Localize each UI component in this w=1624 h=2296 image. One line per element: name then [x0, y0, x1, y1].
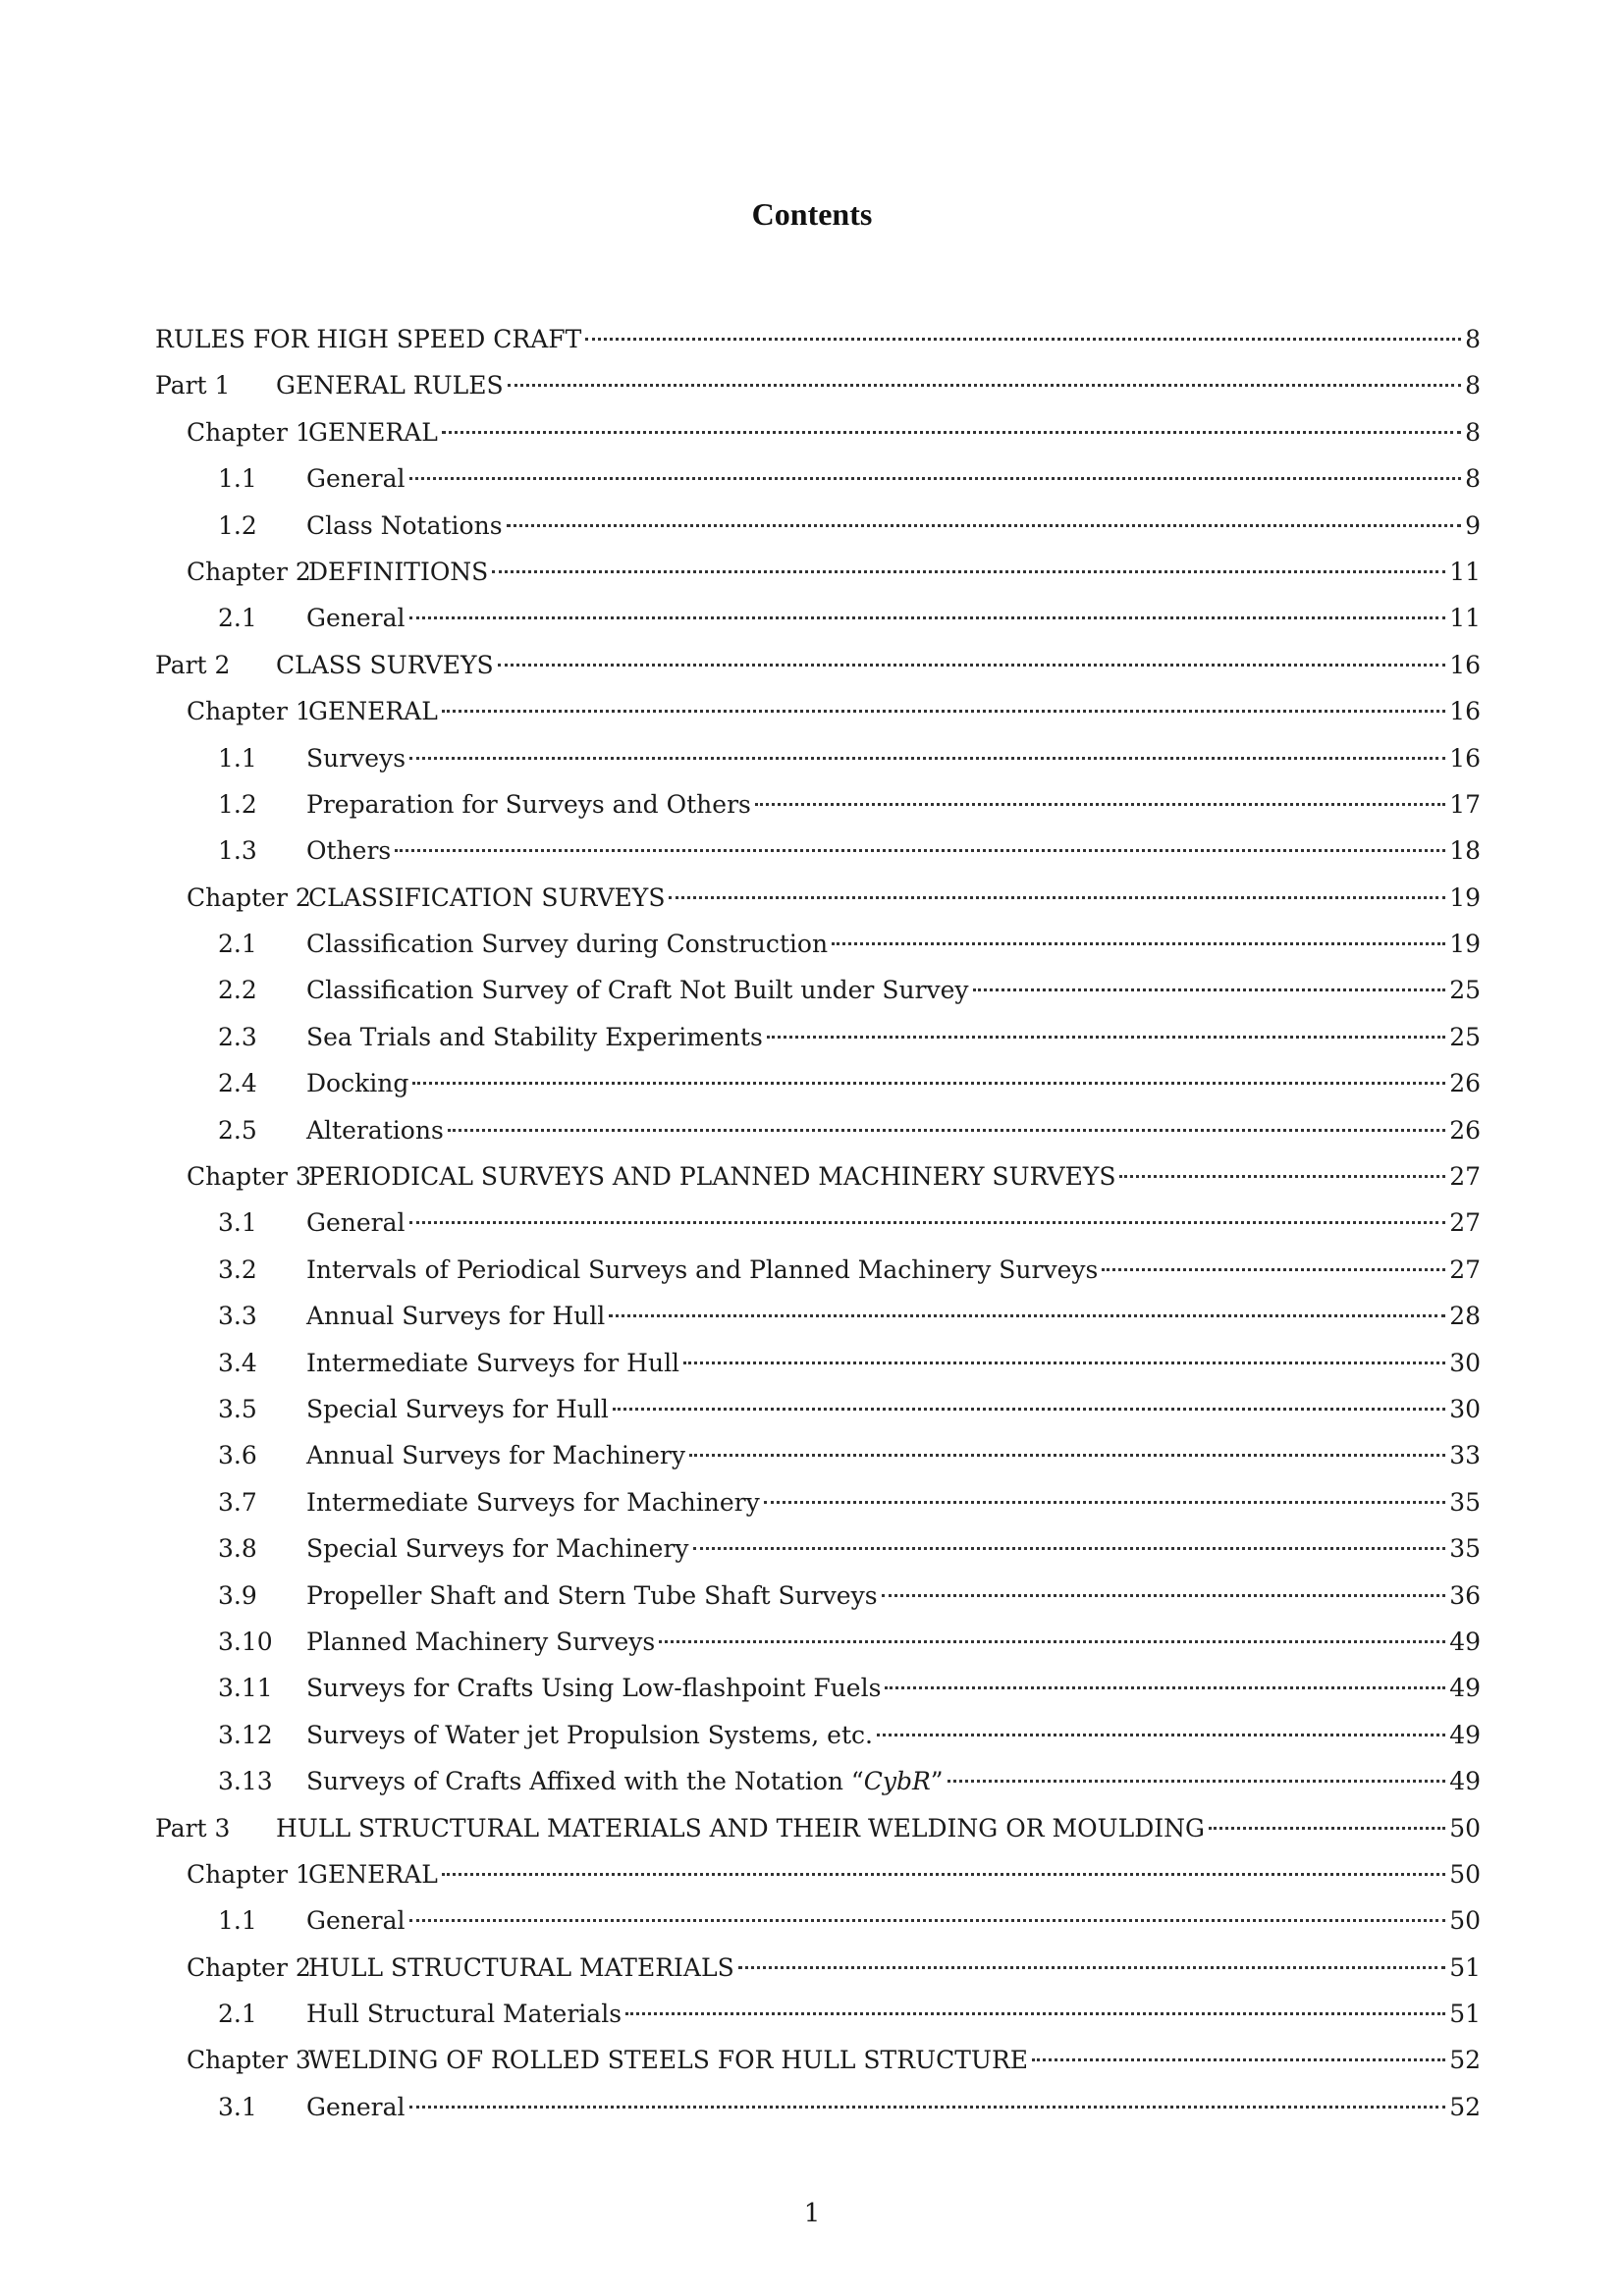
toc-entry-title — [308, 688, 438, 734]
toc-entry-page: 11 — [1449, 557, 1481, 586]
toc-entry-number: 3.1 — [218, 2092, 257, 2121]
toc-entry[interactable] — [155, 1758, 1481, 1804]
toc-entry-title-text: HULL STRUCTURAL MATERIALS AND THEIR WELDING OR MOULDING — [276, 1813, 1205, 1842]
toc-entry-title — [306, 1247, 1098, 1293]
toc-entry-number: 2.1 — [218, 604, 257, 633]
toc-entry-page: 52 — [1449, 2092, 1481, 2121]
dot-leader — [409, 1220, 1446, 1224]
toc-entry[interactable] — [155, 642, 1481, 688]
dot-leader — [492, 569, 1445, 573]
dot-leader — [409, 615, 1446, 619]
toc-entry-title — [306, 2084, 406, 2130]
toc-entry-title — [306, 921, 828, 967]
toc-entry-title-text: Preparation for Surveys and Others — [306, 789, 751, 819]
toc-entry-title — [306, 595, 406, 641]
toc-entry-title — [306, 1991, 622, 2037]
toc-entry-number: 1.2 — [218, 510, 257, 540]
toc-entry-title — [308, 549, 488, 595]
toc-entry-number: 1.1 — [218, 743, 257, 773]
dot-leader — [1119, 1174, 1445, 1178]
dot-leader — [877, 1733, 1445, 1736]
toc-entry-page: 26 — [1449, 1069, 1481, 1098]
toc-entry-title — [308, 875, 665, 921]
toc-entry-title-text: Classification Survey of Craft Not Built under Survey — [306, 976, 969, 1005]
toc-entry-number: Chapter 3 — [187, 2046, 311, 2075]
toc-entry-number: 1.3 — [218, 836, 257, 866]
toc-entry-number: 2.1 — [218, 2000, 257, 2029]
toc-entry-page: 51 — [1449, 2000, 1481, 2029]
toc-entry-page: 8 — [1465, 464, 1481, 494]
toc-entry[interactable] — [155, 1712, 1481, 1758]
toc-entry[interactable] — [155, 781, 1481, 828]
toc-entry-page: 50 — [1449, 1906, 1481, 1936]
dot-leader — [442, 430, 1461, 434]
toc-entry-title — [308, 1153, 1115, 1200]
toc-entry-title-text: PERIODICAL SURVEYS AND PLANNED MACHINERY SURVEYS — [308, 1162, 1116, 1192]
dot-leader — [442, 709, 1445, 713]
toc-entry-title-text: Special Surveys for Hull — [306, 1394, 609, 1423]
toc-entry-page: 25 — [1449, 1022, 1481, 1051]
toc-entry-title — [306, 1525, 689, 1572]
toc-entry-page: 52 — [1449, 2046, 1481, 2075]
toc-entry-number: 1.1 — [218, 1906, 257, 1936]
toc-entry-number: Chapter 1 — [187, 1859, 311, 1889]
toc-entry-title-text: Others — [306, 836, 392, 866]
dot-leader — [1032, 2057, 1445, 2061]
toc-entry-title — [306, 1619, 655, 1665]
toc-entry-number: 3.3 — [218, 1302, 257, 1331]
toc-entry-number: 3.5 — [218, 1394, 257, 1423]
dot-leader — [1209, 1826, 1445, 1830]
toc-entry-number: 2.4 — [218, 1069, 257, 1098]
toc-entry-number: Chapter 1 — [187, 417, 311, 447]
toc-entry-number: Chapter 1 — [187, 697, 311, 726]
toc-entry[interactable] — [155, 967, 1481, 1013]
dot-leader — [659, 1639, 1445, 1643]
toc-entry-page: 51 — [1449, 1952, 1481, 1982]
dot-leader — [973, 988, 1446, 991]
toc-entry[interactable] — [155, 1432, 1481, 1478]
toc-entry-number: 3.1 — [218, 1208, 257, 1238]
toc-entry-title-text: Intermediate Surveys for Hull — [306, 1348, 680, 1377]
toc-entry-page: 50 — [1449, 1813, 1481, 1842]
toc-entry-title-text: DEFINITIONS — [308, 557, 489, 586]
toc-entry[interactable] — [155, 549, 1481, 595]
toc-entry-number: 2.3 — [218, 1022, 257, 1051]
toc-entry-title — [306, 1200, 406, 1246]
toc-entry-title — [306, 1897, 406, 1944]
toc-entry-title — [306, 1293, 605, 1339]
toc-entry-number: Chapter 2 — [187, 882, 311, 912]
toc-entry-page: 16 — [1449, 650, 1481, 679]
toc-entry-title — [306, 828, 391, 874]
toc-entry-title-text: Intermediate Surveys for Machinery — [306, 1487, 760, 1517]
toc-entry-title-text: GENERAL — [308, 1859, 438, 1889]
toc-entry-page: 35 — [1449, 1487, 1481, 1517]
toc-entry-page: 17 — [1449, 789, 1481, 819]
toc-entry-number: 1.1 — [218, 464, 257, 494]
dot-leader — [498, 663, 1446, 667]
toc-entry-page: 16 — [1449, 743, 1481, 773]
toc-entry-title-text: GENERAL — [308, 697, 438, 726]
toc-entry-title — [306, 1712, 873, 1758]
toc-entry-number: 3.13 — [218, 1767, 273, 1796]
dot-leader — [507, 523, 1462, 527]
toc-entry-number: 3.10 — [218, 1627, 273, 1656]
toc-entry-number: Chapter 2 — [187, 557, 311, 586]
toc-entry-title — [306, 503, 503, 549]
toc-entry[interactable] — [155, 1107, 1481, 1153]
toc-entry-number: 3.8 — [218, 1534, 257, 1564]
dot-leader — [882, 1593, 1446, 1597]
toc-entry[interactable] — [155, 828, 1481, 874]
toc-entry-title — [306, 1573, 878, 1619]
toc-entry-title — [276, 642, 494, 688]
toc-entry-title-text: GENERAL RULES — [276, 371, 504, 400]
toc-entry-title — [306, 1014, 763, 1060]
toc-entry-page: 49 — [1449, 1767, 1481, 1796]
toc-entry-title-text: CLASSIFICATION SURVEYS — [308, 882, 666, 912]
toc-entry[interactable] — [155, 2084, 1481, 2130]
toc-entry[interactable] — [155, 688, 1481, 734]
toc-entry[interactable] — [155, 2037, 1481, 2083]
toc-entry-title-text: Planned Machinery Surveys — [306, 1627, 656, 1656]
toc-entry-title — [155, 316, 581, 362]
toc-entry-number: Chapter 2 — [187, 1952, 311, 1982]
toc-entry-number: Part 2 — [155, 650, 231, 679]
toc-entry-number: 3.11 — [218, 1674, 273, 1703]
toc-entry-title — [306, 1060, 408, 1106]
toc-entry-page: 27 — [1449, 1255, 1481, 1284]
toc-entry-title — [306, 781, 751, 828]
toc-entry[interactable] — [155, 875, 1481, 921]
table-of-contents — [155, 316, 1481, 2130]
toc-entry[interactable] — [155, 1851, 1481, 1897]
toc-entry[interactable] — [155, 1945, 1481, 1991]
toc-entry-title-text: Annual Surveys for Hull — [306, 1302, 606, 1331]
toc-entry[interactable] — [155, 503, 1481, 549]
dot-leader — [409, 476, 1462, 480]
dot-leader — [764, 1500, 1445, 1504]
dot-leader — [409, 1918, 1446, 1922]
toc-entry[interactable] — [155, 1805, 1481, 1851]
toc-entry[interactable] — [155, 1153, 1481, 1200]
toc-entry-number: 3.12 — [218, 1720, 273, 1749]
toc-entry[interactable] — [155, 409, 1481, 455]
toc-entry-number: 1.2 — [218, 789, 257, 819]
dot-leader — [585, 337, 1461, 341]
toc-entry-title-text: Surveys of Crafts Affixed with the Notation “ — [306, 1767, 864, 1796]
page-number: 1 — [803, 2199, 821, 2228]
toc-entry-page: 49 — [1449, 1674, 1481, 1703]
toc-entry-page: 27 — [1449, 1162, 1481, 1192]
toc-entry-title — [306, 455, 406, 502]
toc-entry-title-text: General — [306, 604, 406, 633]
toc-entry[interactable] — [155, 362, 1481, 408]
toc-entry-title — [306, 1340, 679, 1386]
toc-entry[interactable] — [155, 1386, 1481, 1432]
toc-entry-title-text: Alterations — [306, 1115, 444, 1145]
dot-leader — [625, 2011, 1445, 2015]
toc-entry-page: 19 — [1449, 882, 1481, 912]
toc-entry[interactable] — [155, 316, 1481, 362]
toc-entry[interactable] — [155, 1619, 1481, 1665]
toc-entry-number: 2.5 — [218, 1115, 257, 1145]
toc-entry-title — [308, 1945, 734, 1991]
toc-entry-page: 35 — [1449, 1534, 1481, 1564]
toc-entry-title — [306, 735, 406, 781]
toc-entry-title — [276, 362, 504, 408]
toc-entry-page: 49 — [1449, 1720, 1481, 1749]
toc-entry[interactable] — [155, 1897, 1481, 1944]
toc-entry-title-text: Intervals of Periodical Surveys and Planned Machinery Surveys — [306, 1255, 1099, 1284]
toc-entry-title-text: CLASS SURVEYS — [276, 650, 494, 679]
toc-entry-title-text: Hull Structural Materials — [306, 2000, 623, 2029]
toc-entry-title-text: Special Surveys for Machinery — [306, 1534, 689, 1564]
toc-entry[interactable] — [155, 1340, 1481, 1386]
toc-entry-title-text: Class Notations — [306, 510, 503, 540]
toc-entry-page: 28 — [1449, 1302, 1481, 1331]
toc-entry-title — [306, 1758, 944, 1804]
toc-entry[interactable] — [155, 1665, 1481, 1711]
toc-entry-title — [306, 1665, 881, 1711]
toc-entry-number: 3.6 — [218, 1441, 257, 1470]
toc-entry-notation: CybR — [863, 1767, 931, 1796]
toc-entry-number: Chapter 3 — [187, 1162, 311, 1192]
dot-leader — [738, 1965, 1445, 1969]
toc-entry-title-text: Surveys for Crafts Using Low-flashpoint Fuels — [306, 1674, 882, 1703]
toc-entry-title-text: Annual Surveys for Machinery — [306, 1441, 685, 1470]
toc-entry-page: 8 — [1465, 417, 1481, 447]
toc-entry-number: Part 3 — [155, 1813, 231, 1842]
toc-entry-title-text: General — [306, 464, 406, 494]
toc-entry-page: 8 — [1465, 371, 1481, 400]
toc-entry-page: 33 — [1449, 1441, 1481, 1470]
toc-entry-page: 36 — [1449, 1580, 1481, 1610]
toc-entry-number: Part 1 — [155, 371, 231, 400]
dot-leader — [693, 1546, 1446, 1550]
dot-leader — [609, 1313, 1445, 1317]
dot-leader — [683, 1361, 1445, 1364]
dot-leader — [755, 802, 1445, 806]
toc-entry-title-text: Surveys — [306, 743, 406, 773]
toc-entry-page: 26 — [1449, 1115, 1481, 1145]
toc-entry-number: 2.1 — [218, 930, 257, 959]
toc-entry-title-text: General — [306, 1906, 406, 1936]
toc-entry-title-text: Classification Survey during Construction — [306, 930, 829, 959]
dot-leader — [947, 1779, 1446, 1783]
toc-entry-number: 3.4 — [218, 1348, 257, 1377]
toc-entry-title — [308, 2037, 1028, 2083]
toc-entry[interactable] — [155, 1293, 1481, 1339]
toc-entry[interactable] — [155, 735, 1481, 781]
dot-leader — [448, 1128, 1445, 1132]
toc-entry-number: 3.9 — [218, 1580, 257, 1610]
toc-entry[interactable] — [155, 1014, 1481, 1060]
toc-entry-title — [306, 1107, 444, 1153]
dot-leader — [395, 848, 1445, 852]
dot-leader — [409, 2105, 1446, 2109]
toc-entry-page: 11 — [1449, 604, 1481, 633]
toc-entry-page: 18 — [1449, 836, 1481, 866]
toc-entry-title-text: Docking — [306, 1069, 409, 1098]
toc-entry-page: 49 — [1449, 1627, 1481, 1656]
toc-entry-page: 16 — [1449, 697, 1481, 726]
toc-entry[interactable] — [155, 921, 1481, 967]
toc-entry-title-text: GENERAL — [308, 417, 438, 447]
toc-entry-title-text: HULL STRUCTURAL MATERIALS — [308, 1952, 734, 1982]
dot-leader — [767, 1035, 1445, 1039]
toc-entry-page: 25 — [1449, 976, 1481, 1005]
toc-entry[interactable] — [155, 1991, 1481, 2037]
toc-entry-title — [306, 1479, 760, 1525]
toc-entry[interactable] — [155, 1247, 1481, 1293]
toc-entry-title — [308, 1851, 438, 1897]
toc-entry-number: 3.2 — [218, 1255, 257, 1284]
dot-leader — [885, 1685, 1445, 1689]
toc-entry-page: 50 — [1449, 1859, 1481, 1889]
toc-entry-title-text: Propeller Shaft and Stern Tube Shaft Surveys — [306, 1580, 878, 1610]
toc-entry-page: 27 — [1449, 1208, 1481, 1238]
page-title: Contents — [751, 196, 873, 232]
toc-entry[interactable] — [155, 1479, 1481, 1525]
toc-entry[interactable] — [155, 1060, 1481, 1106]
toc-entry-title — [308, 409, 438, 455]
toc-entry-page: 9 — [1465, 510, 1481, 540]
toc-entry-title — [276, 1805, 1205, 1851]
toc-entry[interactable] — [155, 1573, 1481, 1619]
dot-leader — [442, 1872, 1445, 1876]
toc-entry[interactable] — [155, 1525, 1481, 1572]
toc-entry-title-text: RULES FOR HIGH SPEED CRAFT — [155, 325, 582, 353]
dot-leader — [832, 941, 1445, 945]
toc-entry[interactable] — [155, 595, 1481, 641]
toc-entry-page: 8 — [1465, 325, 1481, 353]
dot-leader — [1102, 1267, 1445, 1271]
dot-leader — [412, 1081, 1445, 1085]
dot-leader — [689, 1453, 1445, 1457]
dot-leader — [613, 1407, 1445, 1411]
toc-entry-title-text: Sea Trials and Stability Experiments — [306, 1022, 763, 1051]
dot-leader — [669, 895, 1445, 899]
toc-entry-page: 30 — [1449, 1348, 1481, 1377]
toc-entry-title — [306, 967, 969, 1013]
dot-leader — [508, 383, 1461, 387]
toc-entry[interactable] — [155, 1200, 1481, 1246]
dot-leader — [409, 756, 1445, 760]
toc-entry-title-text: Surveys of Water jet Propulsion Systems, etc. — [306, 1720, 873, 1749]
toc-entry-page: 30 — [1449, 1394, 1481, 1423]
toc-entry-title-text: General — [306, 1208, 406, 1238]
toc-entry-title-suffix: ” — [930, 1767, 944, 1796]
toc-entry[interactable] — [155, 455, 1481, 502]
toc-entry-title — [306, 1432, 685, 1478]
toc-entry-title-text: General — [306, 2092, 406, 2121]
toc-entry-title — [306, 1386, 609, 1432]
toc-entry-number: 3.7 — [218, 1487, 257, 1517]
toc-entry-page: 19 — [1449, 930, 1481, 959]
toc-entry-number: 2.2 — [218, 976, 257, 1005]
toc-entry-title-text: WELDING OF ROLLED STEELS FOR HULL STRUCTURE — [308, 2046, 1029, 2075]
